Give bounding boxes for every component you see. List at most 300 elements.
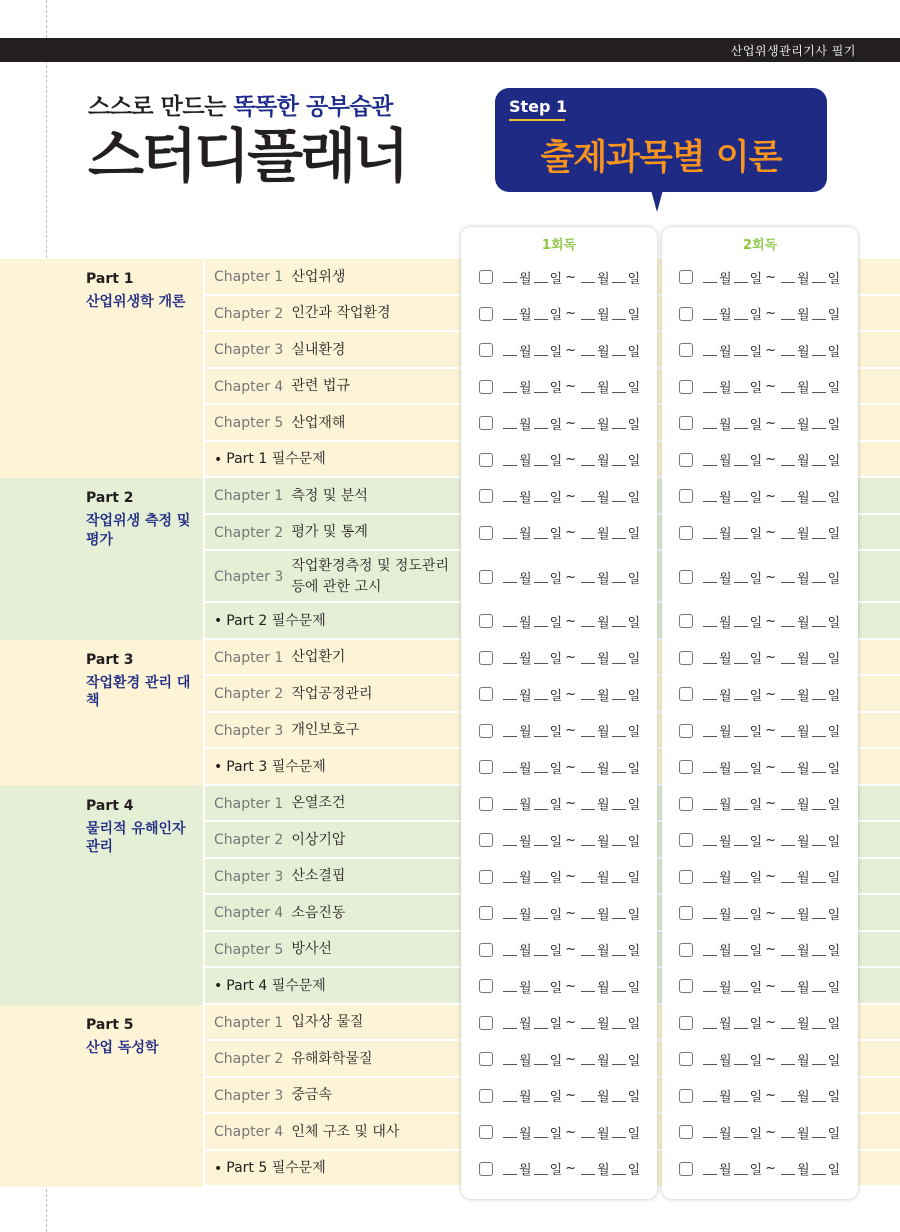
checkbox[interactable] [479, 489, 493, 503]
day-blank[interactable] [812, 615, 826, 627]
checkbox[interactable] [479, 906, 493, 920]
day-blank[interactable] [734, 1090, 748, 1102]
day-unit: 일 [827, 834, 841, 850]
month-blank[interactable] [581, 1163, 595, 1175]
month-blank[interactable] [703, 1090, 717, 1102]
month-blank[interactable] [703, 490, 717, 502]
day-blank[interactable] [734, 527, 748, 539]
day-blank[interactable] [612, 1126, 626, 1138]
day-blank[interactable] [612, 798, 626, 810]
day-blank[interactable] [612, 454, 626, 466]
checkbox[interactable] [679, 906, 693, 920]
day-blank[interactable] [534, 571, 548, 583]
day-blank[interactable] [612, 490, 626, 502]
month-blank[interactable] [581, 798, 595, 810]
month-blank[interactable] [781, 381, 795, 393]
day-unit: 일 [827, 725, 841, 741]
day-blank[interactable] [734, 980, 748, 992]
day-blank[interactable] [534, 271, 548, 283]
month-blank[interactable] [703, 907, 717, 919]
month-blank[interactable] [781, 271, 795, 283]
day-blank[interactable] [534, 725, 548, 737]
day-blank[interactable] [812, 688, 826, 700]
round-1-date-range [479, 1078, 640, 1115]
day-blank[interactable] [534, 381, 548, 393]
day-blank[interactable] [534, 798, 548, 810]
checkbox[interactable] [679, 1052, 693, 1066]
month-blank[interactable] [503, 907, 517, 919]
round-2-date-range [679, 932, 840, 969]
day-blank[interactable] [812, 1126, 826, 1138]
day-blank[interactable] [534, 1126, 548, 1138]
checkbox[interactable] [479, 307, 493, 321]
day-blank[interactable] [812, 944, 826, 956]
month-blank[interactable] [781, 344, 795, 356]
month-blank[interactable] [581, 944, 595, 956]
month-blank[interactable] [703, 344, 717, 356]
checkbox[interactable] [679, 651, 693, 665]
month-blank[interactable] [581, 1017, 595, 1029]
day-blank[interactable] [812, 652, 826, 664]
month-blank[interactable] [703, 1163, 717, 1175]
checkbox[interactable] [479, 526, 493, 540]
day-blank[interactable] [612, 527, 626, 539]
day-unit: 일 [549, 1017, 563, 1033]
day-blank[interactable] [812, 417, 826, 429]
month-blank[interactable] [703, 652, 717, 664]
day-unit: 일 [627, 1090, 641, 1106]
day-blank[interactable] [734, 834, 748, 846]
day-blank[interactable] [612, 381, 626, 393]
day-blank[interactable] [612, 1053, 626, 1065]
checkbox[interactable] [679, 489, 693, 503]
month-blank[interactable] [781, 417, 795, 429]
checkbox[interactable] [479, 797, 493, 811]
checkbox[interactable] [479, 687, 493, 701]
month-blank[interactable] [703, 1053, 717, 1065]
day-blank[interactable] [812, 271, 826, 283]
day-unit: 일 [749, 381, 763, 397]
checkbox[interactable] [679, 570, 693, 584]
month-blank[interactable] [781, 308, 795, 320]
day-blank[interactable] [534, 907, 548, 919]
month-unit: 월 [719, 615, 732, 631]
day-unit: 일 [549, 381, 563, 397]
day-blank[interactable] [734, 761, 748, 773]
checkbox[interactable] [479, 870, 493, 884]
month-blank[interactable] [703, 381, 717, 393]
month-blank[interactable] [503, 980, 517, 992]
checkbox[interactable] [679, 1125, 693, 1139]
round-1-date-range [479, 822, 640, 859]
month-blank[interactable] [781, 725, 795, 737]
checkbox[interactable] [479, 614, 493, 628]
day-blank[interactable] [534, 980, 548, 992]
month-blank[interactable] [581, 1090, 595, 1102]
day-blank[interactable] [734, 907, 748, 919]
round-2-date-range [679, 551, 840, 603]
day-blank[interactable] [734, 652, 748, 664]
day-blank[interactable] [612, 271, 626, 283]
month-blank[interactable] [503, 490, 517, 502]
day-blank[interactable] [534, 308, 548, 320]
day-blank[interactable] [612, 1090, 626, 1102]
range-tilde: ~ [765, 832, 777, 848]
checkbox[interactable] [479, 943, 493, 957]
checkbox[interactable] [479, 1125, 493, 1139]
checkbox[interactable] [479, 651, 493, 665]
day-blank[interactable] [734, 571, 748, 583]
day-blank[interactable] [812, 980, 826, 992]
month-unit: 월 [797, 761, 810, 777]
checkbox[interactable] [479, 380, 493, 394]
checkbox[interactable] [679, 270, 693, 284]
day-blank[interactable] [612, 980, 626, 992]
day-blank[interactable] [612, 907, 626, 919]
checkbox[interactable] [479, 1052, 493, 1066]
day-blank[interactable] [534, 871, 548, 883]
day-blank[interactable] [734, 454, 748, 466]
month-blank[interactable] [703, 688, 717, 700]
month-blank[interactable] [503, 344, 517, 356]
month-unit: 월 [597, 381, 610, 397]
checkbox[interactable] [679, 614, 693, 628]
month-blank[interactable] [703, 944, 717, 956]
month-unit: 월 [519, 688, 532, 704]
day-blank[interactable] [812, 1090, 826, 1102]
day-blank[interactable] [534, 1163, 548, 1175]
month-blank[interactable] [581, 761, 595, 773]
month-blank[interactable] [703, 571, 717, 583]
day-blank[interactable] [534, 344, 548, 356]
checkbox[interactable] [479, 1162, 493, 1176]
review-title: Part 4 필수문제 [226, 977, 326, 994]
day-blank[interactable] [534, 944, 548, 956]
day-blank[interactable] [812, 344, 826, 356]
day-blank[interactable] [734, 417, 748, 429]
chapter-number: Chapter 3 [214, 868, 284, 885]
day-blank[interactable] [534, 1090, 548, 1102]
month-blank[interactable] [503, 688, 517, 700]
month-blank[interactable] [581, 871, 595, 883]
day-blank[interactable] [534, 527, 548, 539]
day-blank[interactable] [612, 871, 626, 883]
month-blank[interactable] [703, 271, 717, 283]
day-blank[interactable] [734, 615, 748, 627]
day-blank[interactable] [812, 907, 826, 919]
day-blank[interactable] [612, 308, 626, 320]
month-blank[interactable] [781, 834, 795, 846]
checkbox[interactable] [479, 343, 493, 357]
month-blank[interactable] [581, 490, 595, 502]
month-blank[interactable] [581, 308, 595, 320]
month-blank[interactable] [703, 834, 717, 846]
month-blank[interactable] [503, 1126, 517, 1138]
month-blank[interactable] [781, 1053, 795, 1065]
month-blank[interactable] [781, 1090, 795, 1102]
month-blank[interactable] [781, 1163, 795, 1175]
day-blank[interactable] [812, 308, 826, 320]
day-blank[interactable] [612, 944, 626, 956]
checkbox[interactable] [679, 833, 693, 847]
month-blank[interactable] [703, 1126, 717, 1138]
month-blank[interactable] [703, 871, 717, 883]
day-blank[interactable] [812, 871, 826, 883]
chapter-label [214, 1041, 373, 1078]
day-blank[interactable] [734, 381, 748, 393]
day-blank[interactable] [812, 381, 826, 393]
checkbox[interactable] [679, 1016, 693, 1030]
month-blank[interactable] [503, 834, 517, 846]
day-blank[interactable] [812, 490, 826, 502]
month-blank[interactable] [781, 490, 795, 502]
checkbox[interactable] [679, 343, 693, 357]
day-blank[interactable] [812, 527, 826, 539]
day-blank[interactable] [612, 417, 626, 429]
month-blank[interactable] [703, 1017, 717, 1029]
month-blank[interactable] [503, 871, 517, 883]
month-blank[interactable] [503, 417, 517, 429]
month-blank[interactable] [503, 1017, 517, 1029]
checkbox[interactable] [479, 724, 493, 738]
day-blank[interactable] [812, 761, 826, 773]
bullet-icon: • [214, 759, 223, 776]
month-blank[interactable] [703, 761, 717, 773]
checkbox[interactable] [479, 833, 493, 847]
month-blank[interactable] [503, 761, 517, 773]
day-blank[interactable] [734, 688, 748, 700]
month-blank[interactable] [781, 798, 795, 810]
chapter-title: 산업환기 [291, 649, 346, 666]
day-blank[interactable] [534, 417, 548, 429]
chapter-row [0, 749, 900, 786]
day-blank[interactable] [534, 615, 548, 627]
chapter-title: 인체 구조 및 대사 [291, 1123, 400, 1140]
month-blank[interactable] [703, 725, 717, 737]
month-blank[interactable] [581, 527, 595, 539]
day-blank[interactable] [612, 1163, 626, 1175]
top-bar [0, 38, 900, 62]
day-unit: 일 [827, 490, 841, 506]
checkbox[interactable] [679, 526, 693, 540]
day-blank[interactable] [534, 454, 548, 466]
month-blank[interactable] [781, 1126, 795, 1138]
month-blank[interactable] [581, 1126, 595, 1138]
month-blank[interactable] [703, 454, 717, 466]
month-unit: 월 [719, 308, 732, 324]
month-blank[interactable] [581, 725, 595, 737]
book-title: 산업위생관리기사 필기 [730, 44, 856, 58]
day-blank[interactable] [812, 1053, 826, 1065]
day-blank[interactable] [534, 688, 548, 700]
day-unit: 일 [749, 1090, 763, 1106]
day-blank[interactable] [612, 615, 626, 627]
round-1-date-range [479, 895, 640, 932]
day-blank[interactable] [612, 761, 626, 773]
day-blank[interactable] [734, 1017, 748, 1029]
checkbox[interactable] [679, 724, 693, 738]
month-blank[interactable] [503, 381, 517, 393]
month-blank[interactable] [503, 615, 517, 627]
month-blank[interactable] [781, 652, 795, 664]
checkbox[interactable] [479, 270, 493, 284]
month-blank[interactable] [781, 907, 795, 919]
day-blank[interactable] [534, 652, 548, 664]
month-blank[interactable] [781, 454, 795, 466]
day-blank[interactable] [734, 1053, 748, 1065]
month-blank[interactable] [781, 980, 795, 992]
month-blank[interactable] [503, 454, 517, 466]
month-unit: 월 [597, 527, 610, 543]
month-blank[interactable] [503, 571, 517, 583]
month-blank[interactable] [703, 615, 717, 627]
checkbox[interactable] [679, 687, 693, 701]
month-blank[interactable] [703, 308, 717, 320]
month-blank[interactable] [581, 271, 595, 283]
checkbox[interactable] [679, 1162, 693, 1176]
checkbox[interactable] [679, 760, 693, 774]
chapter-row [0, 968, 900, 1005]
month-blank[interactable] [581, 907, 595, 919]
day-blank[interactable] [812, 798, 826, 810]
month-blank[interactable] [581, 980, 595, 992]
month-blank[interactable] [781, 944, 795, 956]
month-blank[interactable] [703, 417, 717, 429]
range-tilde: ~ [565, 569, 577, 585]
month-blank[interactable] [503, 1163, 517, 1175]
month-blank[interactable] [581, 652, 595, 664]
month-blank[interactable] [781, 1017, 795, 1029]
day-unit: 일 [749, 907, 763, 923]
month-blank[interactable] [703, 527, 717, 539]
range-tilde: ~ [765, 452, 777, 468]
day-blank[interactable] [612, 834, 626, 846]
checkbox[interactable] [679, 979, 693, 993]
day-blank[interactable] [812, 725, 826, 737]
range-tilde: ~ [765, 759, 777, 775]
checkbox[interactable] [479, 1089, 493, 1103]
month-unit: 월 [597, 454, 610, 470]
month-blank[interactable] [503, 271, 517, 283]
month-blank[interactable] [503, 798, 517, 810]
month-blank[interactable] [503, 944, 517, 956]
chapter-number: Chapter 2 [214, 686, 284, 703]
month-unit: 월 [597, 688, 610, 704]
day-blank[interactable] [734, 271, 748, 283]
checkbox[interactable] [479, 1016, 493, 1030]
month-blank[interactable] [781, 527, 795, 539]
month-blank[interactable] [581, 1053, 595, 1065]
month-blank[interactable] [581, 417, 595, 429]
day-blank[interactable] [612, 571, 626, 583]
month-blank[interactable] [781, 615, 795, 627]
month-blank[interactable] [581, 688, 595, 700]
checkbox[interactable] [479, 760, 493, 774]
checkbox[interactable] [679, 416, 693, 430]
checkbox[interactable] [679, 870, 693, 884]
checkbox[interactable] [479, 416, 493, 430]
chapter-label [214, 1005, 363, 1042]
month-unit: 월 [797, 688, 810, 704]
day-blank[interactable] [612, 652, 626, 664]
checkbox[interactable] [679, 453, 693, 467]
month-blank[interactable] [503, 1090, 517, 1102]
day-blank[interactable] [734, 798, 748, 810]
day-blank[interactable] [812, 834, 826, 846]
range-tilde: ~ [565, 796, 577, 812]
checkbox[interactable] [479, 979, 493, 993]
checkbox[interactable] [479, 570, 493, 584]
checkbox[interactable] [679, 307, 693, 321]
month-blank[interactable] [781, 571, 795, 583]
month-blank[interactable] [503, 308, 517, 320]
day-blank[interactable] [534, 1017, 548, 1029]
month-blank[interactable] [581, 344, 595, 356]
day-blank[interactable] [734, 944, 748, 956]
month-blank[interactable] [581, 381, 595, 393]
day-blank[interactable] [534, 1053, 548, 1065]
range-tilde: ~ [765, 723, 777, 739]
month-unit: 월 [797, 725, 810, 741]
month-blank[interactable] [503, 527, 517, 539]
checkbox[interactable] [679, 1089, 693, 1103]
round-1-date-range [479, 405, 640, 442]
day-blank[interactable] [812, 454, 826, 466]
month-blank[interactable] [703, 980, 717, 992]
day-blank[interactable] [812, 571, 826, 583]
day-blank[interactable] [812, 1017, 826, 1029]
day-blank[interactable] [534, 834, 548, 846]
day-blank[interactable] [734, 871, 748, 883]
checkbox[interactable] [679, 380, 693, 394]
month-blank[interactable] [581, 571, 595, 583]
day-blank[interactable] [734, 344, 748, 356]
month-blank[interactable] [581, 454, 595, 466]
day-blank[interactable] [734, 308, 748, 320]
heading-subtitle [88, 88, 406, 121]
chapter-label [214, 551, 449, 603]
day-blank[interactable] [612, 1017, 626, 1029]
part-name: 산업위생학 개론 [86, 294, 186, 310]
day-blank[interactable] [612, 725, 626, 737]
month-blank[interactable] [503, 1053, 517, 1065]
day-blank[interactable] [612, 344, 626, 356]
month-unit: 월 [597, 652, 610, 668]
month-blank[interactable] [581, 834, 595, 846]
month-blank[interactable] [581, 615, 595, 627]
checkbox[interactable] [679, 943, 693, 957]
day-blank[interactable] [534, 490, 548, 502]
checkbox[interactable] [679, 797, 693, 811]
month-blank[interactable] [703, 798, 717, 810]
day-blank[interactable] [534, 761, 548, 773]
month-blank[interactable] [781, 871, 795, 883]
month-blank[interactable] [781, 688, 795, 700]
month-unit: 월 [597, 1017, 610, 1033]
month-unit: 월 [519, 490, 532, 506]
day-blank[interactable] [734, 490, 748, 502]
checkbox[interactable] [479, 453, 493, 467]
day-blank[interactable] [734, 725, 748, 737]
day-blank[interactable] [812, 1163, 826, 1175]
day-blank[interactable] [734, 1163, 748, 1175]
chapter-title: 인간과 작업환경 [291, 305, 391, 322]
month-blank[interactable] [503, 725, 517, 737]
day-blank[interactable] [612, 688, 626, 700]
month-blank[interactable] [781, 761, 795, 773]
day-blank[interactable] [734, 1126, 748, 1138]
month-blank[interactable] [503, 652, 517, 664]
